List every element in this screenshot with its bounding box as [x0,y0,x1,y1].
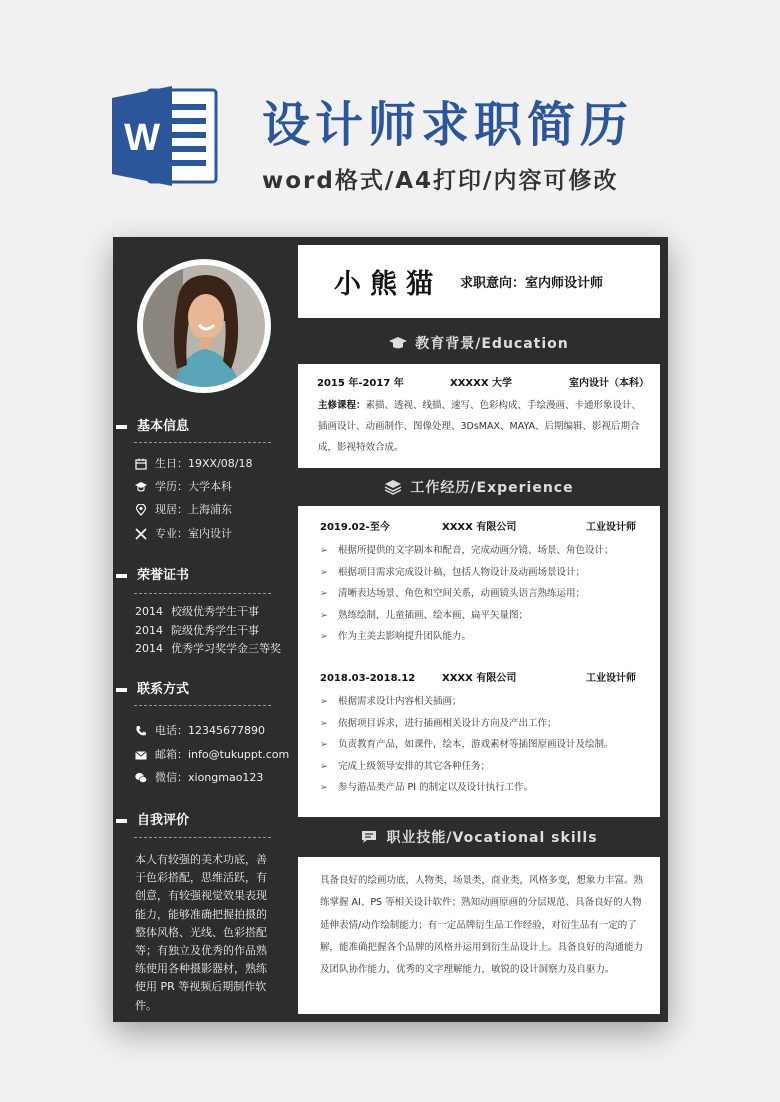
promo-subtitle: word格式/A4打印/内容可修改 [262,168,619,194]
job-company: XXXX 有限公司 [442,522,517,533]
duty-text: 根据需求设计内容相关插画； [338,696,462,707]
duty-text: 清晰表达场景、角色和空间关系，动画镜头语言熟练运用； [338,588,586,599]
job-duty [320,760,490,774]
duty-text: 负责教育产品，如课件，绘本，游戏素材等插图原画设计及绘制。 [338,739,614,750]
divider [134,593,271,594]
job-duty [320,630,471,644]
candidate-name: 小熊猫 [334,269,442,300]
residence-text: 现居：上海浦东 [155,503,232,516]
arrow-icon: ➢ [320,545,328,556]
self-eval-text: 本人有较强的美术功底，善于色彩搭配，思维活跃，有创意，有较强视觉效果表现能力，能够准确把握拍摄的整体风格、光线、色彩搭配等；有独立及优秀的作品熟练使用各种摄影器材，熟练使用 PR 等视频后期制作软件。 [135,853,267,1012]
education-header-row [317,377,649,391]
arrow-icon: ➢ [320,631,328,642]
location-icon [135,504,147,516]
job-duty [320,781,533,795]
divider [134,442,271,443]
divider [134,837,271,838]
honor-item [135,623,259,639]
layers-icon [384,479,402,495]
duty-text: 完成上级领导安排的其它各种任务； [338,761,491,772]
skills-title: 职业技能/Vocational skills [386,830,598,846]
honor-year: 2014 [135,642,163,655]
education-school: XXXXX 大学 [450,378,513,389]
name-box [298,245,660,318]
honor-item [135,641,281,657]
duty-text: 作为主美去影响提升团队能力。 [338,631,472,642]
phone-text: 电话：12345677890 [155,724,265,737]
phone-row [135,723,265,739]
email-text: 邮箱：info@tukuppt.com [155,748,290,761]
job-position: 工业设计师 [586,522,636,533]
arrow-icon: ➢ [320,718,328,729]
divider [134,705,271,706]
wechat-text: 微信：xiongmao123 [155,771,264,784]
svg-text:W: W [124,117,160,159]
chat-icon [360,829,378,845]
resume-sidebar [113,237,297,1022]
residence-row [135,502,232,518]
duty-text: 根据项目需求完成设计稿，包括人物设计及动画场景设计； [338,567,586,578]
duty-text: 熟练绘制，儿童插画、绘本画、扁平矢量图； [338,610,529,621]
email-row [135,747,289,763]
education-major: 室内设计（本科） [569,378,649,389]
job-period: 2019.02-至今 [320,522,390,533]
birthday-row [135,456,252,472]
wechat-icon [135,772,147,784]
promo-title: 设计师求职简历 [262,97,634,153]
honor-text: 院级优秀学生干事 [171,624,259,637]
education-card [298,364,660,468]
birthday-text: 生日：19XX/08/18 [155,457,253,470]
mail-icon [135,749,147,761]
experience-title: 工作经历/Experience [410,480,574,496]
skills-text: 具备良好的绘画功底，人物类，场景类，商业类，风格多变，想象力丰富。熟练掌握 AI、PS 等相关设计软件；熟知动画原画的分层规范、具备良好的人物延伸表情/动作绘制能力；有一定品牌衍生品工作经验，对衍生品有一定的了解，能准确把握各个品牌的风格并运用到衍生品设计上。具备良好的沟通能力及团队协作能力，优秀的文字理解能力，敏锐的设计洞察力及自驱力。 [320,875,644,976]
major-text: 专业：室内设计 [155,527,232,540]
calendar-icon [135,458,147,470]
graduation-cap-icon [389,335,407,351]
honor-year: 2014 [135,605,163,618]
word-icon [112,84,220,188]
job-duty [320,587,585,601]
arrow-icon: ➢ [320,610,328,621]
honors-heading: 荣誉证书 [113,565,271,587]
job-company: XXXX 有限公司 [442,673,517,684]
job-header-row [320,672,638,686]
major-row [135,526,232,542]
education-row [135,479,232,495]
arrow-icon: ➢ [320,588,328,599]
self-eval-heading: 自我评价 [113,810,271,832]
courses-label: 主修课程： [318,400,366,411]
arrow-icon: ➢ [320,696,328,707]
arrow-icon: ➢ [320,567,328,578]
education-courses [318,395,648,458]
job-position: 工业设计师 [586,673,636,684]
experience-heading [298,472,660,502]
job-duty [320,738,614,752]
arrow-icon: ➢ [320,739,328,750]
job-duty [320,609,528,623]
graduation-icon [135,481,147,493]
tools-icon [135,528,147,540]
experience-card [298,506,660,817]
avatar [137,259,271,393]
education-heading [298,328,660,358]
duty-text: 依据项目诉求，进行插画相关设计方向及产出工作； [338,718,557,729]
skills-card [298,857,660,1014]
education-title: 教育背景/Education [415,336,569,352]
honor-year: 2014 [135,624,163,637]
job-header-row [320,521,638,535]
education-text: 学历：大学本科 [155,480,232,493]
job-intent: 求职意向：室内师设计师 [460,276,604,291]
job-duty [320,544,614,558]
courses-list: 素描、透视、线描、速写、色彩构成、手绘漫画、卡通形象设计、插画设计、动画制作、图像处理、3DsMAX、MAYA、后期编辑、影视后期合成，影视特效合成。 [318,400,642,453]
job-duty [320,566,585,580]
arrow-icon: ➢ [320,761,328,772]
basic-info-heading: 基本信息 [113,416,271,438]
job-duty [320,695,462,709]
duty-text: 根据所提供的文字剧本和配音，完成动画分镜、场景、角色设计； [338,545,614,556]
job-period: 2018.03-2018.12 [320,673,416,684]
skills-heading [298,822,660,852]
honor-text: 校级优秀学生干事 [171,605,259,618]
contact-heading: 联系方式 [113,679,271,701]
job-duty [320,717,557,731]
education-period: 2015 年-2017 年 [317,378,404,389]
arrow-icon: ➢ [320,782,328,793]
honor-item [135,604,259,620]
wechat-row [135,770,263,786]
resume-sheet [113,237,668,1022]
honor-text: 优秀学习奖学金三等奖 [171,642,281,655]
phone-icon [135,725,147,737]
duty-text: 参与游品类产品 PI 的制定以及设计执行工作。 [338,782,534,793]
